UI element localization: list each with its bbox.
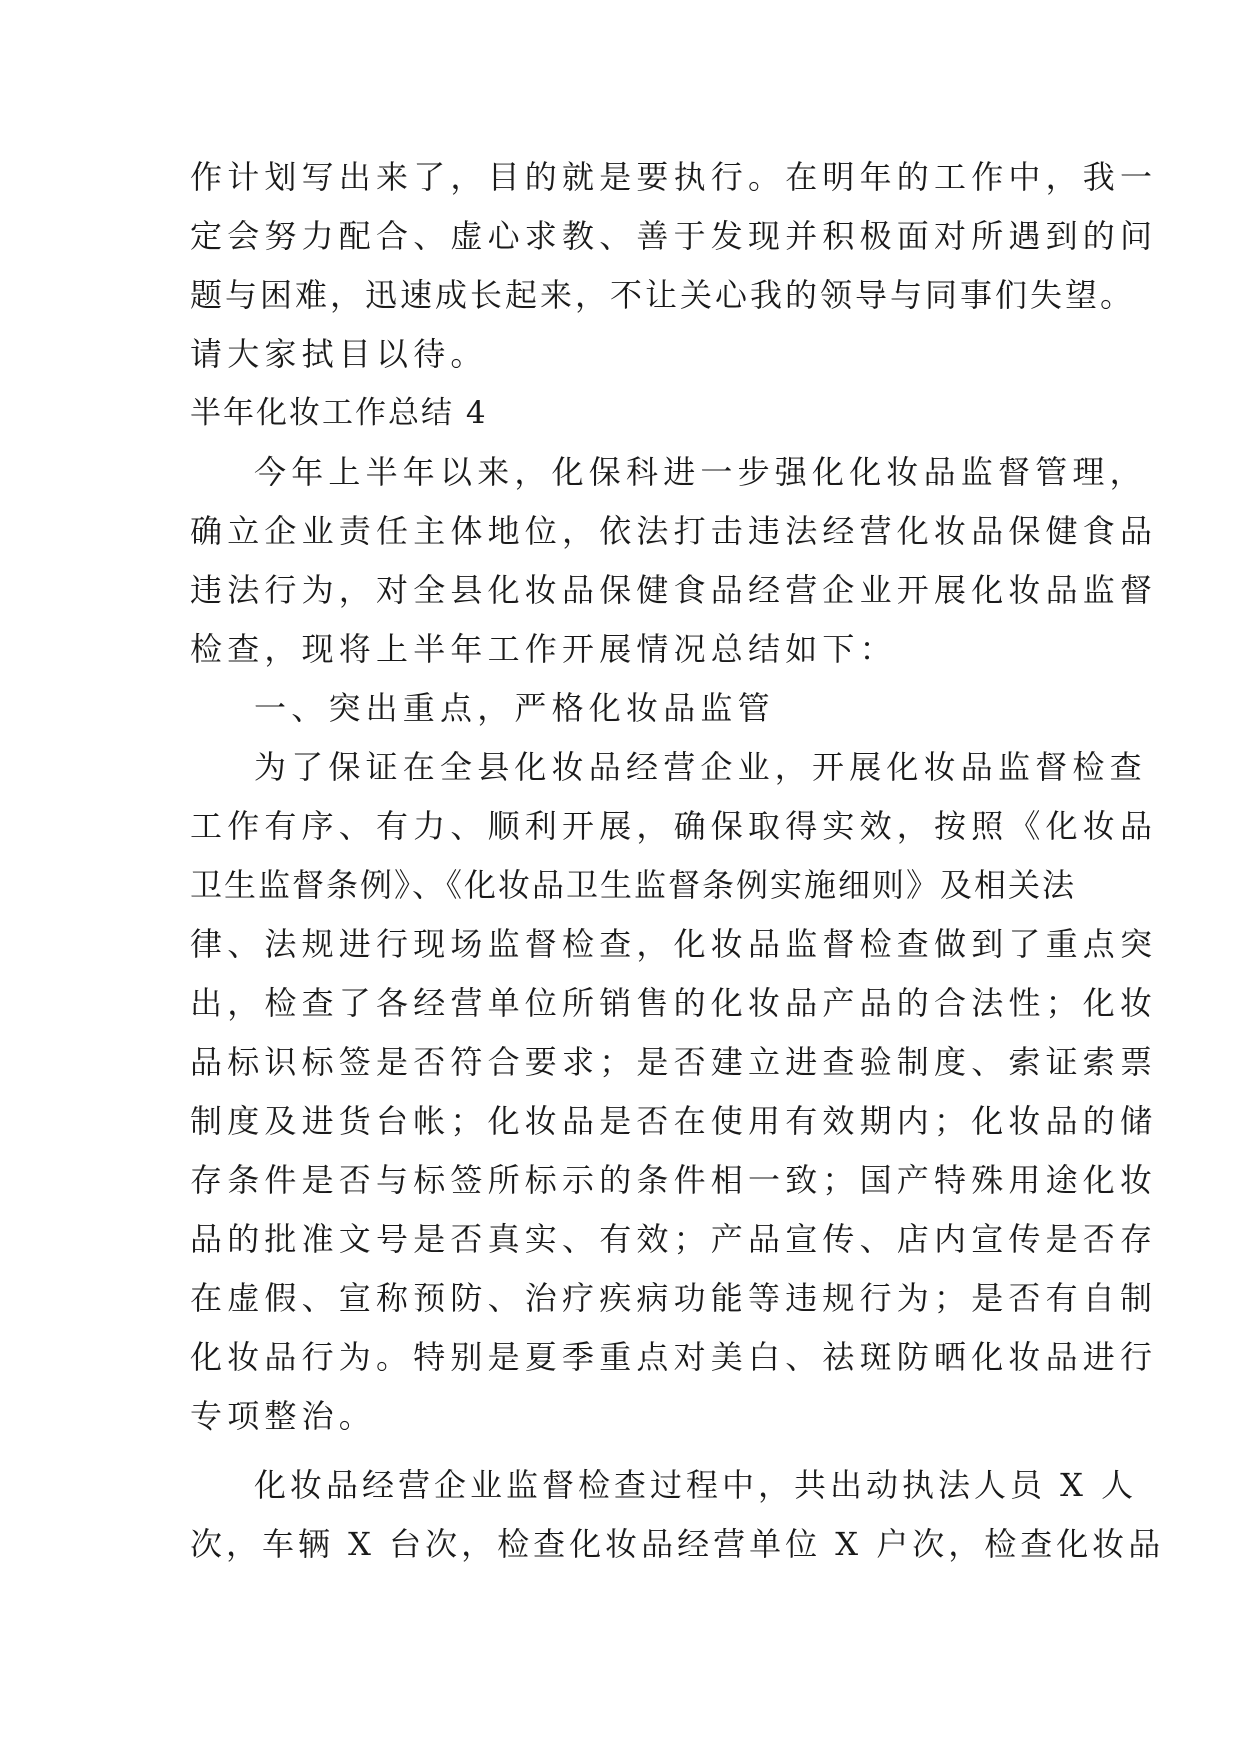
section-title: 半年化妆工作总结 4 [190, 395, 488, 431]
text-line: 确立企业责任主体地位，依法打击违法经营化妆品保健食品 [190, 512, 1158, 550]
text-line: 卫生监督条例》、《化妆品卫生监督条例实施细则》及相关法 [190, 866, 1077, 904]
text-line: 请大家拭目以待。 [190, 335, 488, 373]
text-line: 题与困难，迅速成长起来，不让关心我的领导与同事们失望。 [190, 276, 1136, 314]
intro-paragraph [190, 148, 1158, 384]
text-line: 次，车辆 X 台次，检查化妆品经营单位 X 户次，检查化妆品 [190, 1525, 1165, 1563]
text-line: 制度及进货台帐；化妆品是否在使用有效期内；化妆品的储 [190, 1102, 1158, 1140]
text-line: 在虚假、宣称预防、治疗疾病功能等违规行为；是否有自制 [190, 1279, 1158, 1317]
text-line: 违法行为，对全县化妆品保健食品经营企业开展化妆品监督 [190, 571, 1158, 609]
text-line: 检查，现将上半年工作开展情况总结如下： [190, 630, 897, 668]
document-page [190, 148, 1165, 1574]
text-line: 品标识标签是否符合要求；是否建立进查验制度、索证索票 [190, 1043, 1158, 1081]
paragraph-2 [190, 738, 1158, 1446]
text-line: 存条件是否与标签所标示的条件相一致；国产特殊用途化妆 [190, 1161, 1158, 1199]
text-line: 出，检查了各经营单位所销售的化妆品产品的合法性；化妆 [190, 984, 1158, 1022]
paragraph-3 [190, 1456, 1165, 1574]
text-line: 工作有序、有力、顺利开展，确保取得实效，按照《化妆品 [190, 807, 1158, 845]
subheading: 一、突出重点，严格化妆品监管 [254, 689, 775, 727]
text-line: 为了保证在全县化妆品经营企业，开展化妆品监督检查 [254, 748, 1147, 786]
text-line: 今年上半年以来，化保科进一步强化化妆品监督管理， [254, 453, 1147, 491]
text-line: 律、法规进行现场监督检查，化妆品监督检查做到了重点突 [190, 925, 1158, 963]
text-line: 化妆品行为。特别是夏季重点对美白、祛斑防晒化妆品进行 [190, 1338, 1158, 1376]
paragraph-1 [190, 443, 1158, 679]
text-line: 品的批准文号是否真实、有效；产品宣传、店内宣传是否存 [190, 1220, 1158, 1258]
text-line: 定会努力配合、虚心求教、善于发现并积极面对所遇到的问 [190, 217, 1158, 255]
text-line: 化妆品经营企业监督检查过程中，共出动执法人员 X 人 [254, 1466, 1138, 1504]
text-line: 作计划写出来了，目的就是要执行。在明年的工作中，我一 [190, 158, 1158, 196]
text-line: 专项整治。 [190, 1397, 377, 1435]
